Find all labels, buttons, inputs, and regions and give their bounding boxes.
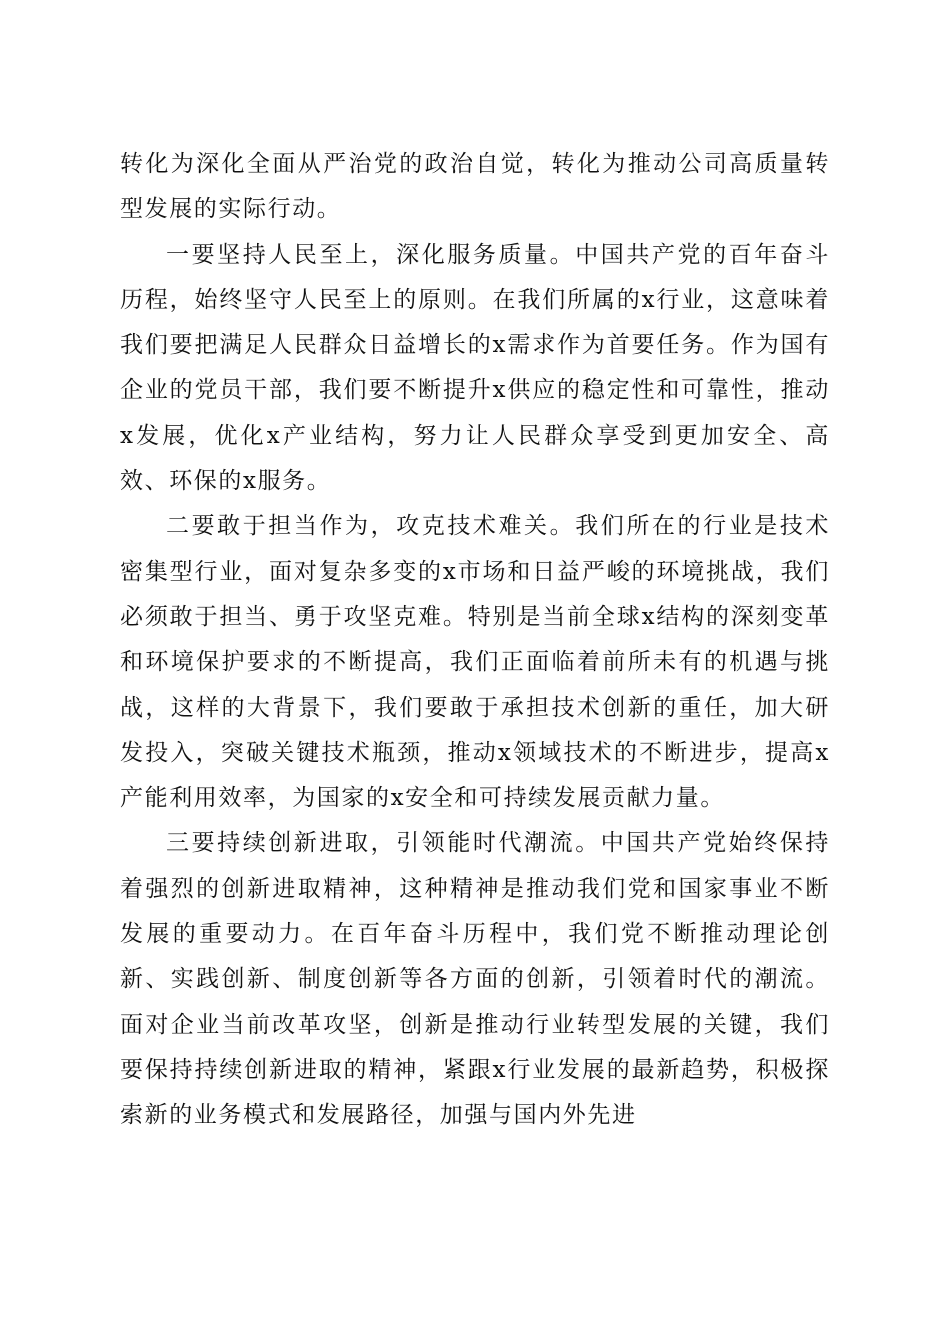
paragraph-continuation: 转化为深化全面从严治党的政治自觉，转化为推动公司高质量转型发展的实际行动。 (120, 151, 830, 223)
paragraph-technical-challenges: 二要敢于担当作为，攻克技术难关。我们所在的行业是技术密集型行业，面对复杂多变的x市场和日益严峻的环境挑战，我们必须敢于担当、勇于攻坚克难。特别是当前全球x结构的深刻变革和环境保护要求的不断提高，我们正面临着前所未有的机遇与挑战，这样的大背景下，我们要敢于承担技术创新的重任，加大研发投入，突破关键技术瓶颈，推动x领域技术的不断进步，提高x产能利用效率，为国家的x安全和可持续发展贡献力量。 (120, 513, 830, 812)
paragraph-innovation: 三要持续创新进取，引领能时代潮流。中国共产党始终保持着强烈的创新进取精神，这种精神是推动我们党和国家事业不断发展的重要动力。在百年奋斗历程中，我们党不断推动理论创新、实践创新、制度创新等各方面的创新，引领着时代的潮流。面对企业当前改革攻坚，创新是推动行业转型发展的关键，我们要保持持续创新进取的精神，紧跟x行业发展的最新趋势，积极探索新的业务模式和发展路径，加强与国内外先进 (120, 830, 830, 1129)
paragraph-people-first: 一要坚持人民至上，深化服务质量。中国共产党的百年奋斗历程，始终坚守人民至上的原则。在我们所属的x行业，这意味着我们要把满足人民群众日益增长的x需求作为首要任务。作为国有企业的党员干部，我们要不断提升x供应的稳定性和可靠性，推动x发展，优化x产业结构，努力让人民群众享受到更加安全、高效、环保的x服务。 (120, 241, 830, 495)
document-body (120, 142, 830, 1139)
